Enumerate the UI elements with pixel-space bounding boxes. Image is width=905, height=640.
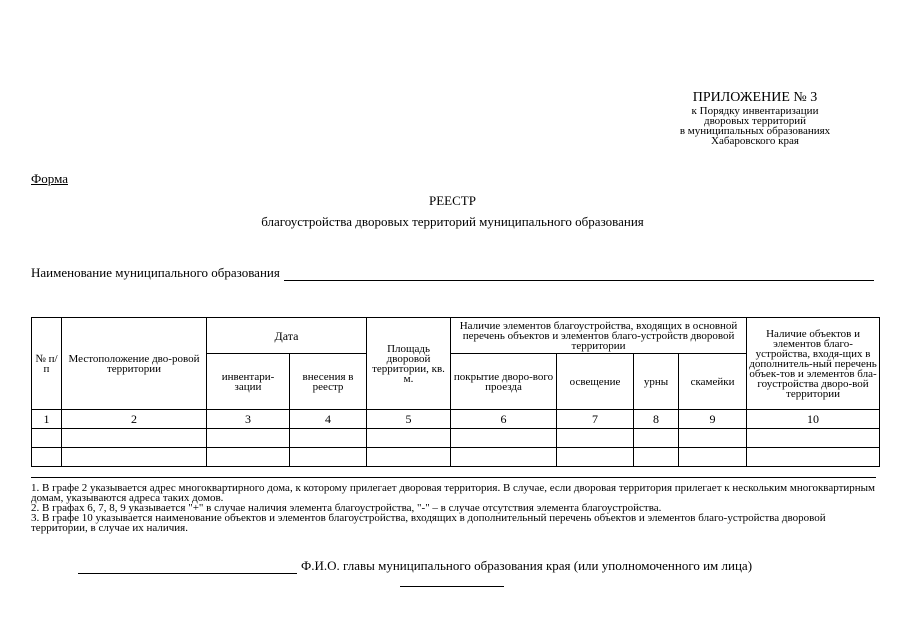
- column-number: 6: [451, 410, 557, 429]
- municipality-row: [31, 265, 874, 281]
- appendix-line: к Порядку инвентаризации: [691, 105, 819, 117]
- column-number: 3: [207, 410, 290, 429]
- header-urns: урны: [634, 354, 679, 410]
- table-cell[interactable]: [32, 448, 62, 467]
- table-cell[interactable]: [290, 448, 367, 467]
- table-cell[interactable]: [32, 429, 62, 448]
- document-title: РЕЕСТР: [429, 193, 476, 208]
- header-lighting: освещение: [557, 354, 634, 410]
- header-additional-elements: Наличие объектов и элементов благо-устройства, входя-щих в дополнитель-ный перечень объек-тов и элементов бла-гоустройства дворо-вой территории: [747, 318, 880, 410]
- table-cell[interactable]: [634, 448, 679, 467]
- header-num: № п/п: [32, 318, 62, 410]
- header-date-registry: внесения в реестр: [290, 354, 367, 410]
- column-number: 5: [367, 410, 451, 429]
- appendix-line: в муниципальных образованиях: [679, 125, 831, 137]
- column-number: 2: [62, 410, 207, 429]
- signature-row: [78, 558, 752, 574]
- footnotes: [31, 477, 876, 533]
- municipality-label: Наименование муниципального образования: [31, 265, 280, 280]
- table-cell[interactable]: [207, 429, 290, 448]
- table-cell[interactable]: [451, 448, 557, 467]
- header-date-inventory: инвентари-зации: [207, 354, 290, 410]
- table-cell[interactable]: [557, 429, 634, 448]
- form-label: Форма: [31, 171, 68, 186]
- footnote: 2. В графах 6, 7, 8, 9 указывается "+" в случае наличия элемента благоустройства, "-" – в случае отсутствия элемента благоустройства.: [31, 502, 662, 514]
- table-cell[interactable]: [62, 448, 207, 467]
- footnote: 1. В графе 2 указывается адрес многоквартирного дома, к которому прилегает дворовая территория. В случае, если дворовая территория прилегает к нескольким многоквартирным домам, указываются адреса таких домов.: [31, 482, 876, 504]
- signature-label: Ф.И.О. главы муниципального образования края (или уполномоченного им лица): [301, 558, 753, 573]
- table-cell[interactable]: [62, 429, 207, 448]
- column-number: 4: [290, 410, 367, 429]
- header-location: Местоположение дво-ровой территории: [62, 318, 207, 410]
- column-number: 1: [32, 410, 62, 429]
- table-cell[interactable]: [207, 448, 290, 467]
- header-pavement: покрытие дворо-вого проезда: [451, 354, 557, 410]
- table-cell[interactable]: [679, 429, 747, 448]
- appendix-title: ПРИЛОЖЕНИЕ № 3: [692, 90, 818, 105]
- document-subtitle: благоустройства дворовых территорий муниципального образования: [261, 214, 644, 229]
- table-cell[interactable]: [451, 429, 557, 448]
- table-cell[interactable]: [290, 429, 367, 448]
- header-benches: скамейки: [679, 354, 747, 410]
- signature-fill-line[interactable]: [78, 559, 297, 574]
- table-row: [32, 448, 880, 467]
- table-cell[interactable]: [634, 429, 679, 448]
- column-number: 10: [747, 410, 880, 429]
- municipality-fill-line[interactable]: [284, 265, 874, 281]
- column-number: 9: [679, 410, 747, 429]
- table-cell[interactable]: [679, 448, 747, 467]
- appendix-line: дворовых территорий: [703, 115, 807, 127]
- header-area: Площадь дворовой территории, кв. м.: [367, 318, 451, 410]
- appendix-header: [640, 90, 870, 146]
- table-cell[interactable]: [557, 448, 634, 467]
- table-cell[interactable]: [747, 429, 880, 448]
- column-number: 7: [557, 410, 634, 429]
- signature-date-line[interactable]: [400, 586, 504, 587]
- footnote: 3. В графе 10 указывается наименование объектов и элементов благоустройства, входящих в дополнительный перечень объектов и элементов благо-устройства дворовой территории, в случае их наличия.: [31, 512, 826, 534]
- appendix-line: Хабаровского края: [711, 135, 799, 147]
- column-number: 8: [634, 410, 679, 429]
- header-date: Дата: [207, 318, 367, 354]
- registry-table: [31, 317, 880, 467]
- table-row: [32, 429, 880, 448]
- table-cell[interactable]: [367, 448, 451, 467]
- column-number-row: [32, 410, 880, 429]
- table-cell[interactable]: [367, 429, 451, 448]
- table-cell[interactable]: [747, 448, 880, 467]
- header-basic-elements: Наличие элементов благоустройства, входящих в основной перечень объектов и элементов благо-устройств дворовой территории: [451, 318, 747, 354]
